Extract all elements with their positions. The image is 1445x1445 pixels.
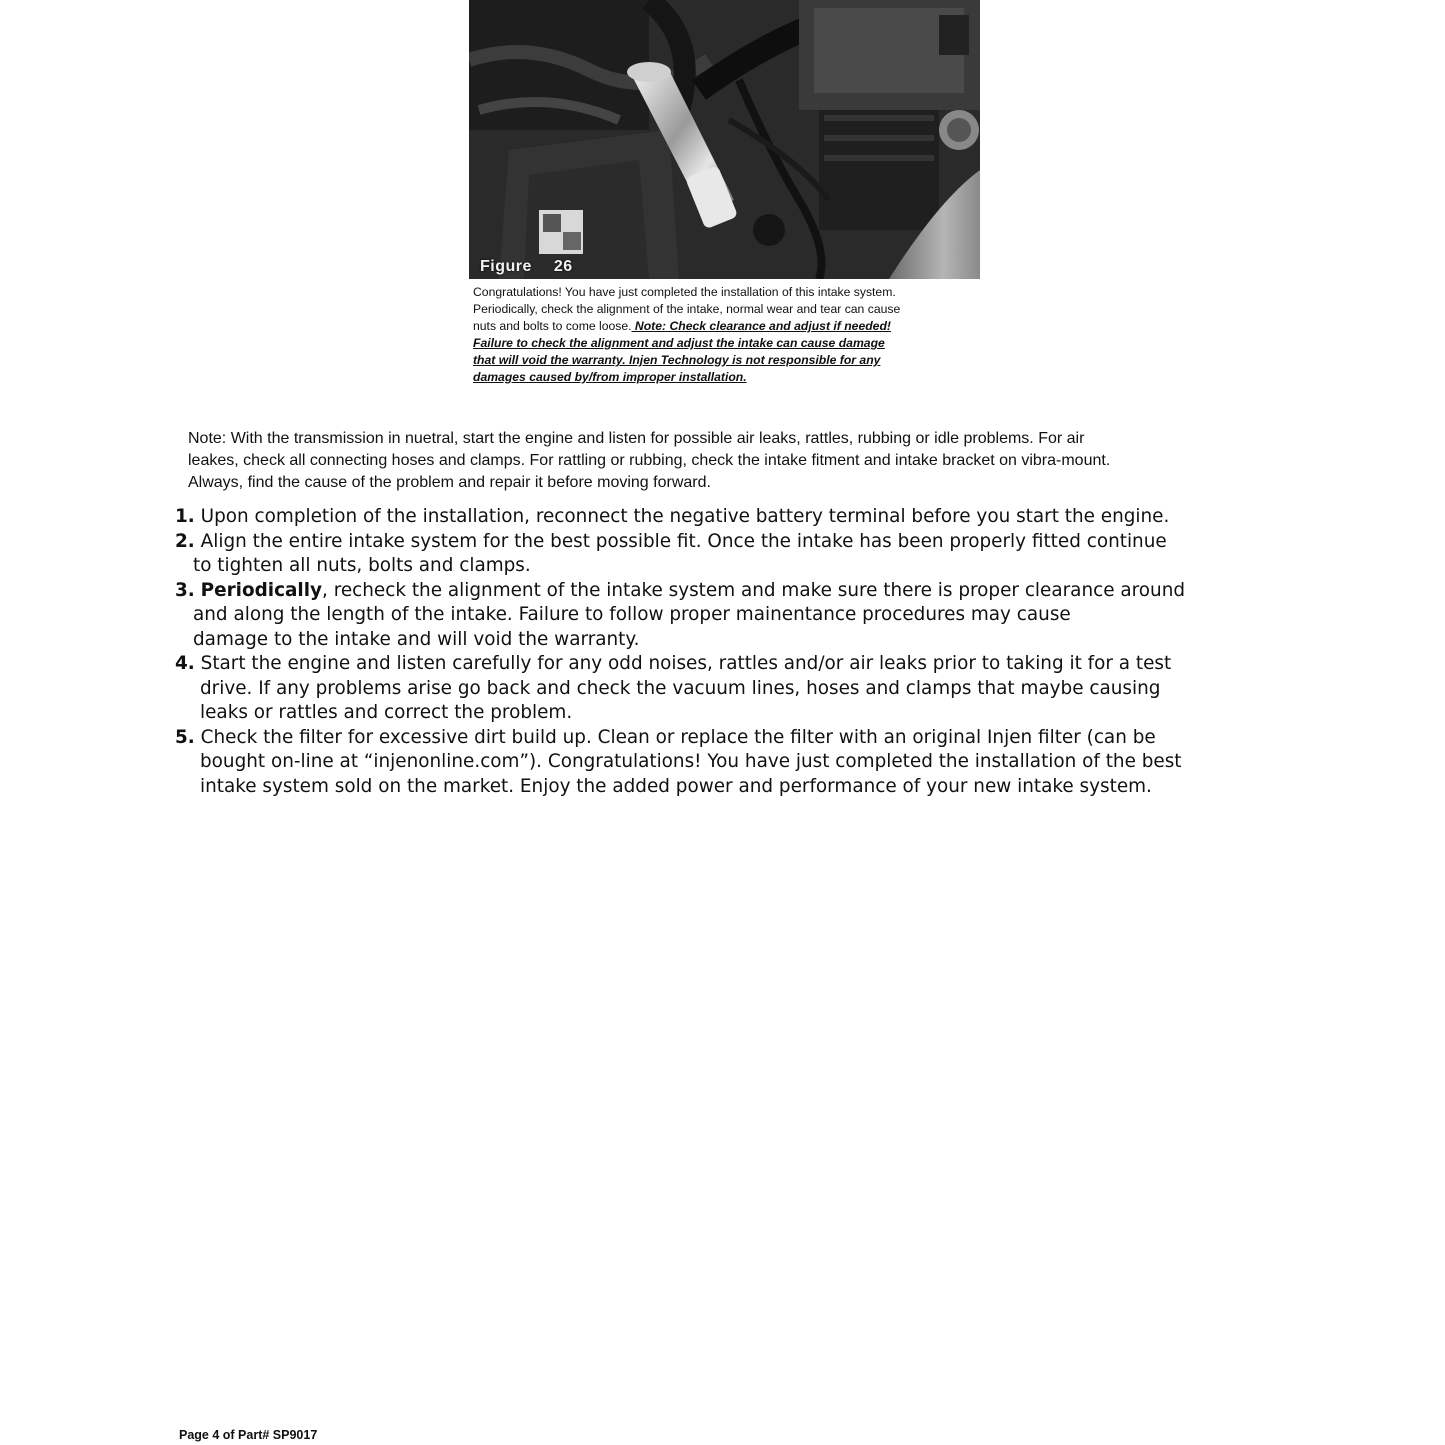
note-paragraph: [188, 428, 1298, 494]
step-3-number: 3.: [175, 579, 195, 601]
figure-word: Figure: [480, 258, 532, 275]
step-4-text-3: leaks or rattles and correct the problem.: [200, 702, 573, 723]
step-1: [175, 505, 1325, 530]
step-3-emphasis: Periodically: [200, 579, 322, 601]
step-5-number: 5.: [175, 726, 195, 748]
step-2-number: 2.: [175, 530, 195, 552]
step-1-text: Upon completion of the installation, reconnect the negative battery terminal before you start the engine.: [200, 506, 1170, 527]
step-3: [175, 579, 1325, 604]
step-3-text-2: and along the length of the intake. Failure to follow proper mainentance procedures may cause: [193, 604, 1071, 625]
caption-warning-start: Note: Check clearance and adjust if needed!: [631, 319, 891, 333]
caption-line-3a: nuts and bolts to come loose.: [473, 319, 632, 333]
step-4-text-1: Start the engine and listen carefully for any odd noises, rattles and/or air leaks prior to taking it for a test: [200, 653, 1172, 674]
step-5: [175, 726, 1325, 751]
caption-warning-line-6: damages caused by/from improper installation.: [473, 370, 747, 384]
step-4-text-2: drive. If any problems arise go back and check the vacuum lines, hoses and clamps that maybe causing: [200, 677, 1161, 699]
caption-line-3: [473, 318, 993, 335]
step-5-text-2: bought on-line at “injenonline.com”). Congratulations! You have just completed the installation of the best: [200, 751, 1182, 772]
figure-photo: [469, 0, 980, 279]
figure-number: 26: [553, 258, 573, 275]
caption-warning-line-5: that will void the warranty. Injen Technology is not responsible for any: [473, 353, 881, 367]
note-line-3: Always, find the cause of the problem and repair it before moving forward.: [188, 474, 711, 491]
step-2-text-1: Align the entire intake system for the best possible fit. Once the intake has been properly fitted continue: [200, 530, 1167, 552]
step-2: [175, 530, 1325, 555]
engine-bay-photo: [469, 0, 980, 279]
step-4: [175, 652, 1325, 677]
step-4-number: 4.: [175, 653, 195, 674]
figure-caption: [473, 284, 993, 386]
caption-line-2: Periodically, check the alignment of the intake, normal wear and tear can cause: [473, 302, 901, 316]
step-5-text-1: Check the filter for excessive dirt build up. Clean or replace the filter with an original Injen filter (can be: [200, 726, 1156, 748]
step-5-text-3: intake system sold on the market. Enjoy the added power and performance of your new intake system.: [200, 775, 1152, 797]
step-3-text-1: , recheck the alignment of the intake system and make sure there is proper clearance around: [322, 579, 1186, 601]
page-footer: Page 4 of Part# SP9017: [179, 1428, 318, 1442]
note-line-1: Note: With the transmission in nuetral, start the engine and listen for possible air leaks, rattles, rubbing or idle problems. For air: [188, 430, 1085, 447]
caption-warning-line-4: Failure to check the alignment and adjust the intake can cause damage: [473, 336, 885, 350]
caption-line-1: Congratulations! You have just completed the installation of this intake system.: [473, 285, 896, 299]
figure-label: [480, 258, 573, 276]
step-1-number: 1.: [175, 506, 195, 527]
step-3-text-3: damage to the intake and will void the warranty.: [193, 628, 640, 650]
note-line-2: leakes, check all connecting hoses and clamps. For rattling or rubbing, check the intake fitment and intake bracket on vibra-mount.: [188, 452, 1111, 469]
steps-list: [175, 505, 1325, 799]
step-2-text-2: to tighten all nuts, bolts and clamps.: [193, 555, 531, 576]
